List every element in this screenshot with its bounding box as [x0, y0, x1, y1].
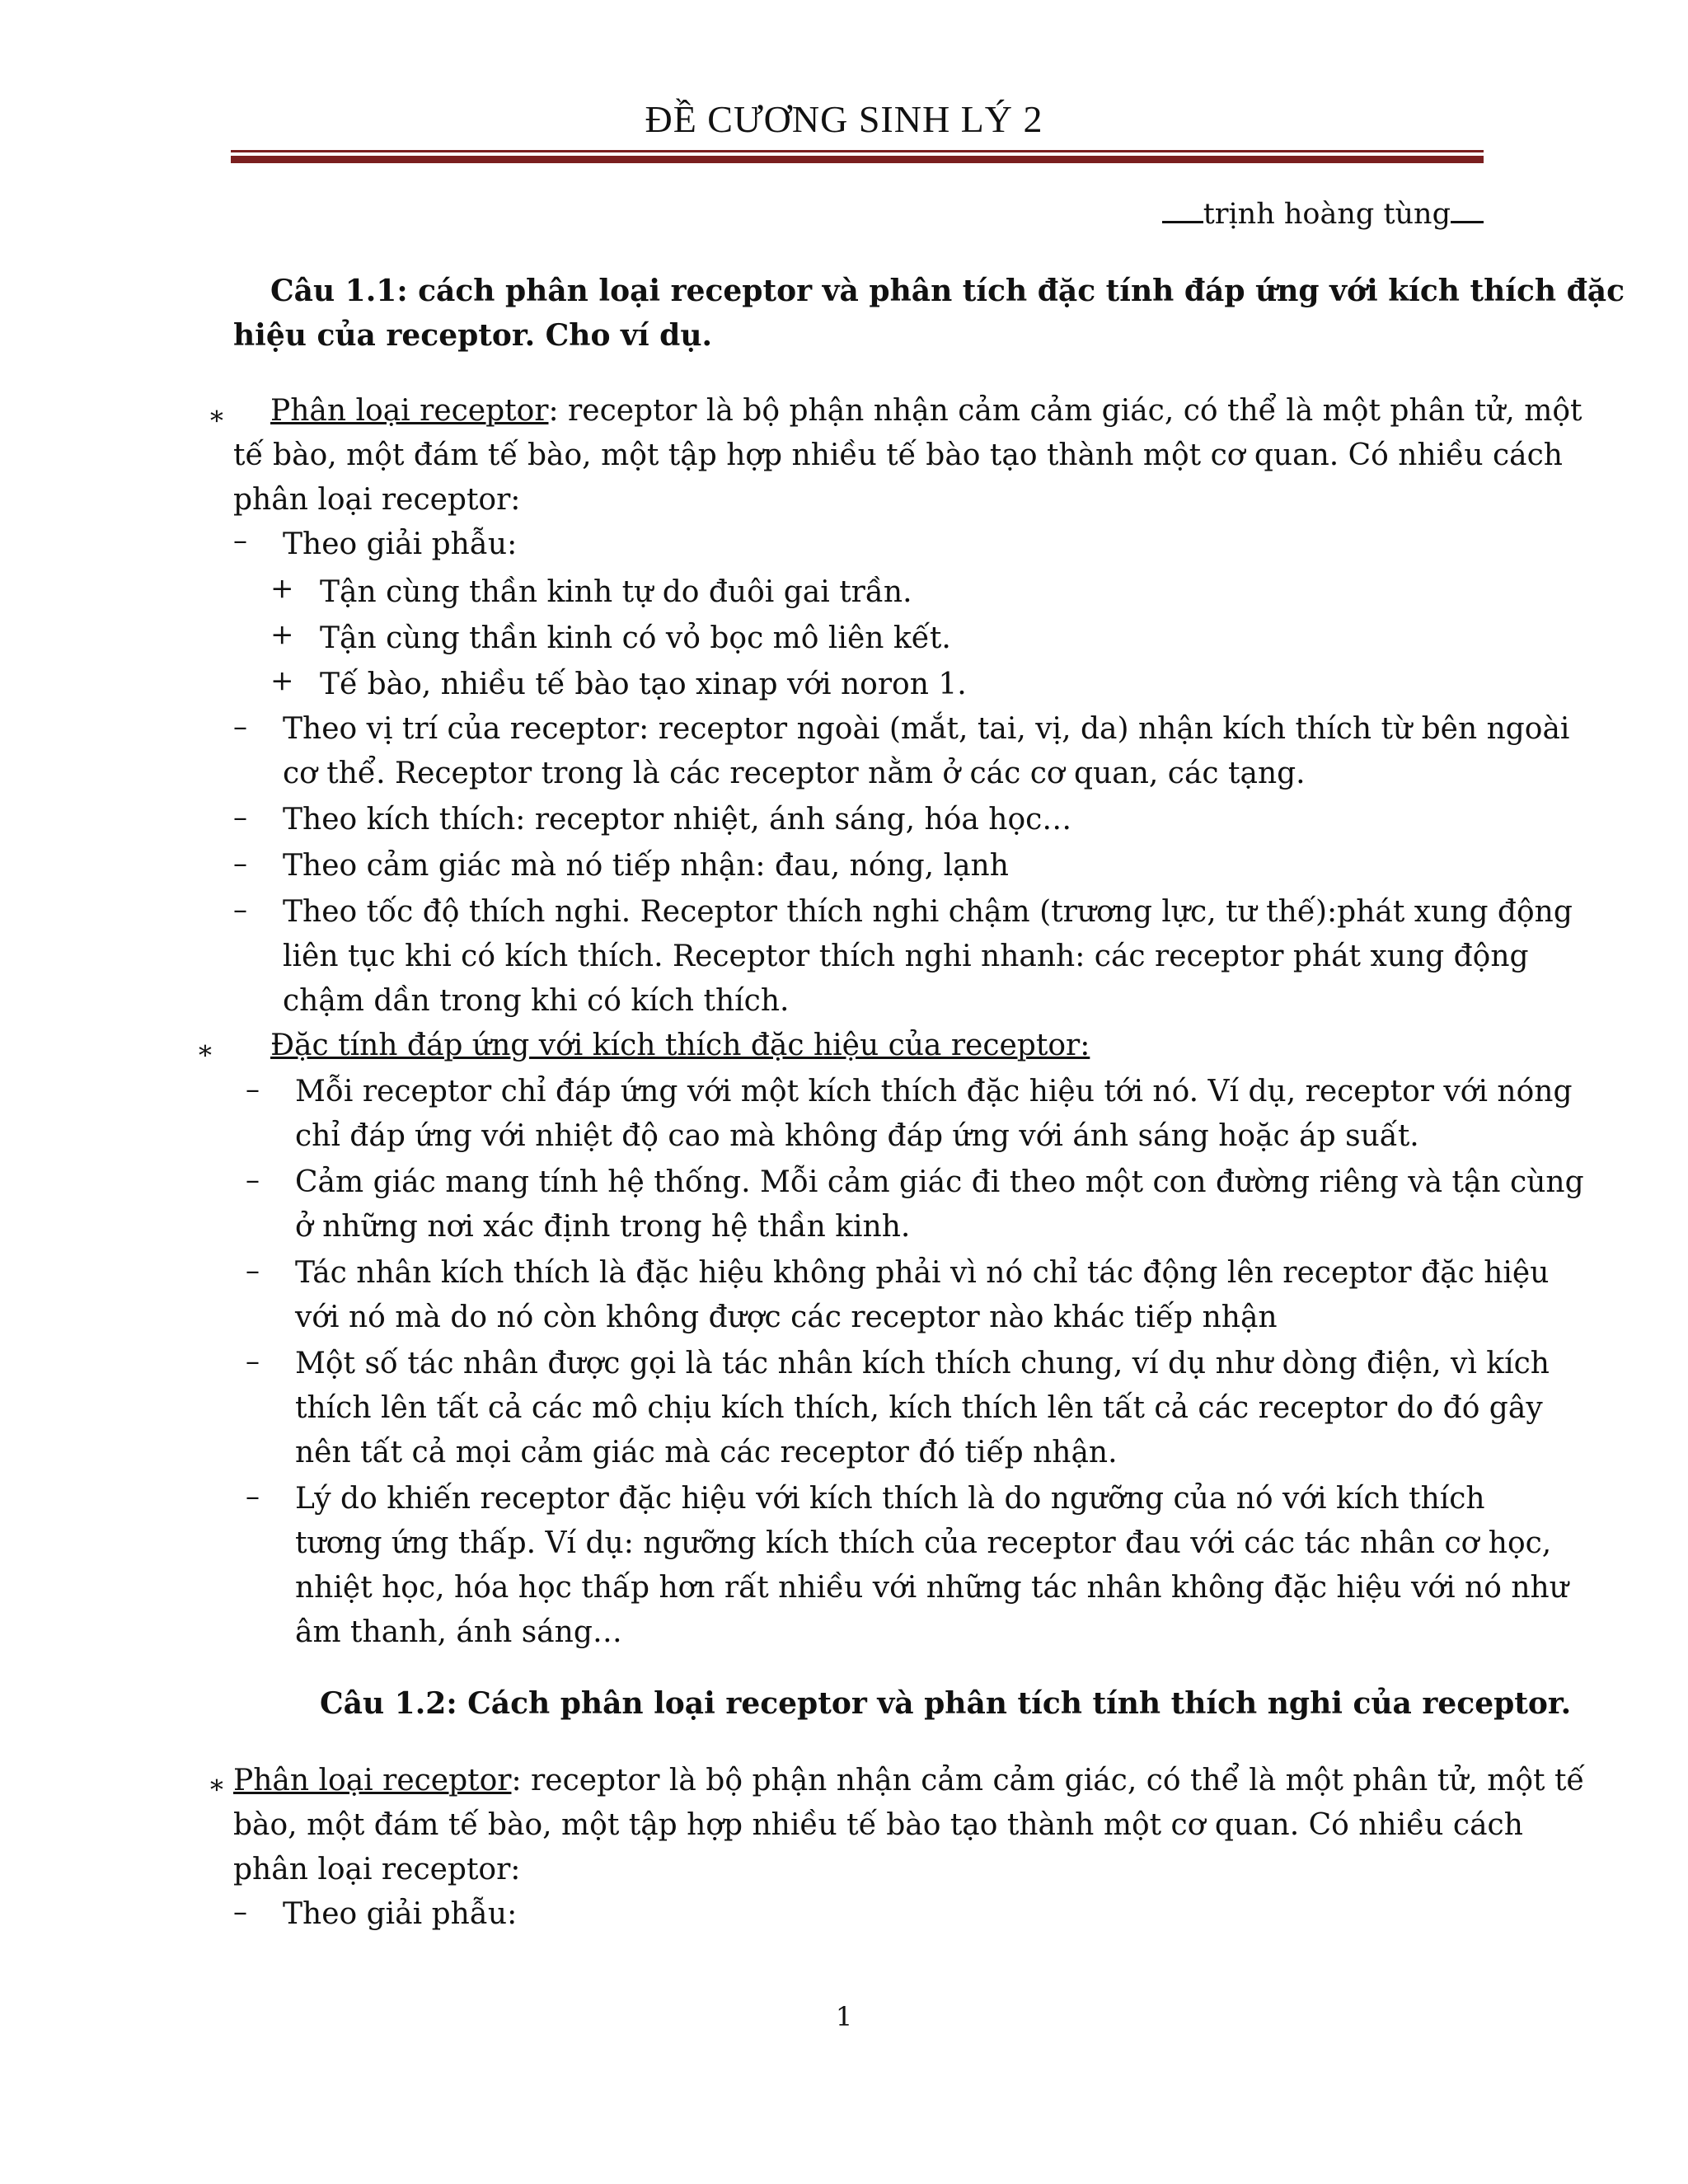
dash-bullet-icon: –	[233, 893, 247, 926]
q1-stimulus: Theo kích thích: receptor nhiệt, ánh sáng, hóa học…	[283, 803, 1072, 837]
q2-class-line2: bào, một đám tế bào, một tập hợp nhiều tế bào tạo thành một cơ quan. Có nhiều cách	[233, 1808, 1523, 1842]
q2-class-line3: phân loại receptor:	[233, 1853, 521, 1886]
dash-bullet-icon: –	[233, 847, 247, 880]
q1-spec-line: thích lên tất cả các mô chịu kích thích, kích thích lên tất cả các receptor do đó gây	[295, 1391, 1543, 1425]
q1-class-line2: tế bào, một đám tế bào, một tập hợp nhiều tế bào tạo thành một cơ quan. Có nhiều cách	[233, 438, 1563, 472]
plus-bullet-icon: +	[270, 664, 294, 697]
asterisk-bullet-icon: ∗	[208, 1769, 226, 1800]
q1-class-line3: phân loại receptor:	[233, 483, 521, 517]
q1-spec-line: với nó mà do nó còn không được các receptor nào khác tiếp nhận	[295, 1301, 1278, 1334]
q1-adapt-line2: liên tục khi có kích thích. Receptor thích nghi nhanh: các receptor phát xung động	[283, 940, 1529, 973]
q1-spec-line: âm thanh, ánh sáng…	[295, 1615, 622, 1649]
q1-anatomy-item: Tế bào, nhiều tế bào tạo xinap với noron 1.	[320, 668, 967, 701]
header-title: ĐỀ CƯƠNG SINH LÝ 2	[645, 98, 1043, 140]
q1-spec-label: Đặc tính đáp ứng với kích thích đặc hiệu của receptor:	[270, 1029, 1090, 1062]
header-rule-thick	[231, 156, 1484, 163]
q1-spec-line: ở những nơi xác định trong hệ thần kinh.	[295, 1210, 911, 1244]
page-number: 1	[835, 2001, 853, 2032]
q1-adapt-line1: Theo tốc độ thích nghi. Receptor thích nghi chậm (trương lực, tư thế):phát xung động	[283, 895, 1573, 929]
dash-bullet-icon: –	[246, 1164, 260, 1197]
q1-anatomy: Theo giải phẫu:	[283, 527, 518, 561]
author-underline-left	[1162, 221, 1203, 223]
header-rule-thin	[231, 150, 1484, 152]
plus-bullet-icon: +	[270, 618, 294, 651]
q1-spec-line: Một số tác nhân được gọi là tác nhân kích thích chung, ví dụ như dòng điện, vì kích	[295, 1347, 1550, 1380]
q1-sensation: Theo cảm giác mà nó tiếp nhận: đau, nóng, lạnh	[283, 849, 1009, 883]
q1-spec-line: tương ứng thấp. Ví dụ: ngưỡng kích thích của receptor đau với các tác nhân cơ học,	[295, 1526, 1552, 1560]
author-line	[1162, 198, 1484, 231]
dash-bullet-icon: –	[246, 1073, 260, 1106]
q1-position-line2: cơ thể. Receptor trong là các receptor nằm ở các cơ quan, các tạng.	[283, 757, 1306, 790]
asterisk-bullet-icon: ∗	[196, 1034, 214, 1066]
q1-adapt-line3: chậm dần trong khi có kích thích.	[283, 984, 790, 1018]
q1-spec-line: Cảm giác mang tính hệ thống. Mỗi cảm giác đi theo một con đường riêng và tận cùng	[295, 1165, 1584, 1199]
q1-anatomy-item: Tận cùng thần kinh có vỏ bọc mô liên kết.	[320, 621, 951, 655]
q1-spec-line: chỉ đáp ứng với nhiệt độ cao mà không đáp ứng với ánh sáng hoặc áp suất.	[295, 1119, 1419, 1153]
plus-bullet-icon: +	[270, 572, 294, 605]
q1-heading-line2: hiệu của receptor. Cho ví dụ.	[233, 318, 713, 353]
q2-class-line1	[233, 1759, 1585, 1803]
dash-bullet-icon: –	[233, 1896, 247, 1929]
q1-class-text1: : receptor là bộ phận nhận cảm cảm giác, có thể là một phân tử, một	[548, 394, 1582, 428]
q1-heading-line1: Câu 1.1: cách phân loại receptor và phân tích đặc tính đáp ứng với kích thích đặc	[270, 274, 1625, 308]
q2-anatomy: Theo giải phẫu:	[283, 1897, 518, 1931]
author-name: trịnh hoàng tùng	[1203, 198, 1451, 231]
q1-spec-line: nên tất cả mọi cảm giác mà các receptor đó tiếp nhận.	[295, 1436, 1118, 1469]
dash-bullet-icon: –	[246, 1254, 260, 1287]
dash-bullet-icon: –	[233, 524, 247, 557]
q1-anatomy-item: Tận cùng thần kinh tự do đuôi gai trần.	[320, 575, 912, 609]
q1-position-line1: Theo vị trí của receptor: receptor ngoài (mắt, tai, vị, da) nhận kích thích từ bên ngoài	[283, 712, 1570, 746]
q1-spec-line: nhiệt học, hóa học thấp hơn rất nhiều với những tác nhân không đặc hiệu với nó như	[295, 1571, 1568, 1605]
author-underline-right	[1451, 221, 1484, 223]
q2-class-label: Phân loại receptor	[233, 1764, 512, 1797]
q1-class-line1	[270, 389, 1582, 434]
q1-spec-line: Mỗi receptor chỉ đáp ứng với một kích thích đặc hiệu tới nó. Ví dụ, receptor với nóng	[295, 1075, 1573, 1108]
dash-bullet-icon: –	[233, 710, 247, 743]
asterisk-bullet-icon: ∗	[208, 400, 226, 431]
q1-spec-line: Tác nhân kích thích là đặc hiệu không phải vì nó chỉ tác động lên receptor đặc hiệu	[295, 1256, 1550, 1290]
dash-bullet-icon: –	[246, 1480, 260, 1513]
dash-bullet-icon: –	[246, 1345, 260, 1378]
dash-bullet-icon: –	[233, 801, 247, 834]
q1-class-label: Phân loại receptor	[270, 394, 549, 428]
q2-heading: Câu 1.2: Cách phân loại receptor và phân tích tính thích nghi của receptor.	[320, 1686, 1572, 1721]
q2-class-text1: : receptor là bộ phận nhận cảm cảm giác, có thể là một phân tử, một tế	[511, 1764, 1585, 1797]
q1-spec-line: Lý do khiến receptor đặc hiệu với kích thích là do ngưỡng của nó với kích thích	[295, 1482, 1485, 1516]
